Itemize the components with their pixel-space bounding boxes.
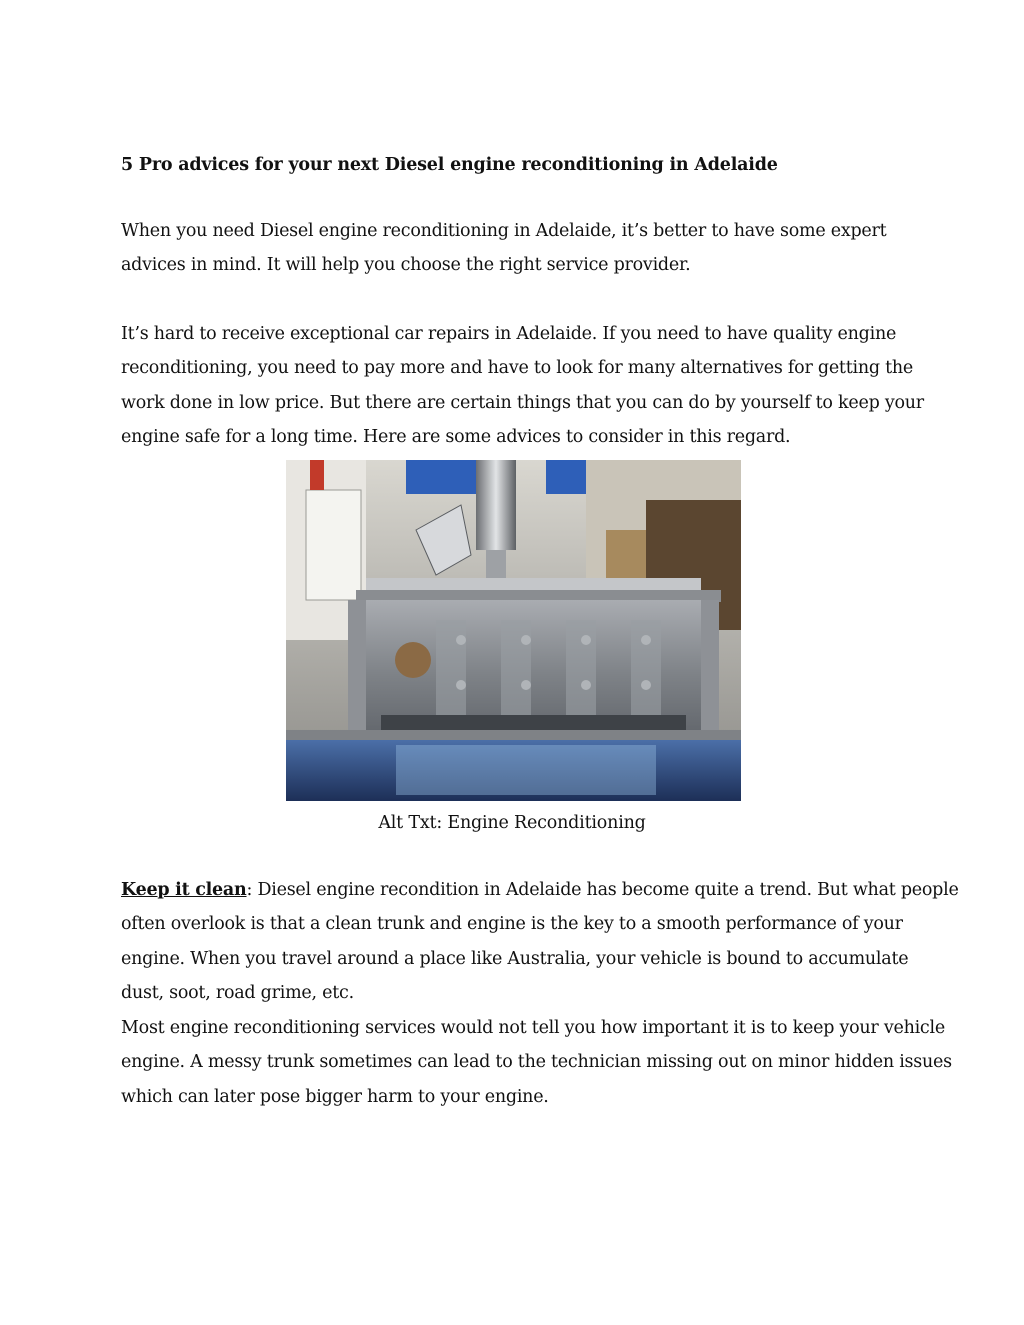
engine-block-photo (286, 460, 741, 801)
text-line (121, 873, 959, 907)
text-line: which can later pose bigger harm to your engine. (121, 1086, 549, 1107)
image-caption: Alt Txt: Engine Reconditioning (378, 813, 646, 833)
body-paragraph (121, 317, 924, 455)
text-line: dust, soot, road grime, etc. (121, 983, 354, 1004)
document-title: 5 Pro advices for your next Diesel engine reconditioning in Adelaide (121, 155, 778, 175)
text-line: advices in mind. It will help you choose the right service provider. (121, 255, 691, 276)
body-paragraph (121, 1011, 952, 1114)
text-line: engine. A messy trunk sometimes can lead to the technician missing out on minor hidden issues (121, 1052, 952, 1073)
text-line: often overlook is that a clean trunk and engine is the key to a smooth performance of your (121, 914, 903, 935)
intro-paragraph (121, 214, 911, 283)
keep-clean-paragraph (121, 873, 959, 1011)
keep-clean-heading: Keep it clean (121, 880, 247, 900)
keep-clean-lead-text: : Diesel engine recondition in Adelaide has become quite a trend. But what people (246, 880, 959, 900)
text-line: engine safe for a long time. Here are some advices to consider in this regard. (121, 427, 791, 448)
text-line: work done in low price. But there are certain things that you can do by yourself to keep your (121, 392, 924, 413)
text-line: Most engine reconditioning services would not tell you how important it is to keep your vehicle (121, 1018, 945, 1038)
text-line: When you need Diesel engine reconditioning in Adelaide, it’s better to have some expert (121, 221, 887, 241)
text-line: It’s hard to receive exceptional car repairs in Adelaide. If you need to have quality engine (121, 324, 897, 344)
text-line: reconditioning, you need to pay more and have to look for many alternatives for getting the (121, 358, 914, 379)
text-line: engine. When you travel around a place like Australia, your vehicle is bound to accumulate (121, 948, 909, 969)
